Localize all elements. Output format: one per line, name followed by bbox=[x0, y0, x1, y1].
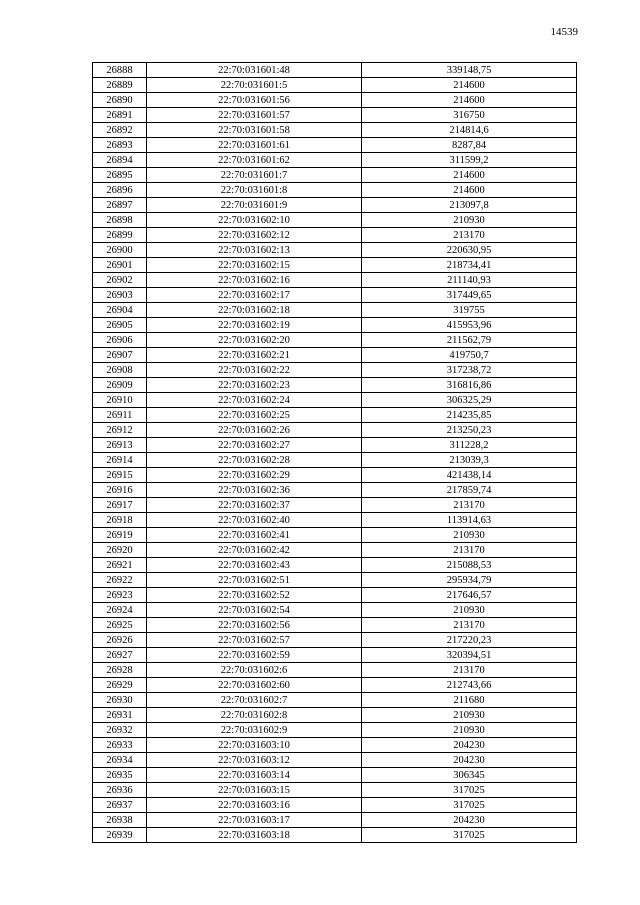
table-row bbox=[93, 528, 577, 543]
table-row bbox=[93, 348, 577, 363]
row-number-cell: 26891 bbox=[93, 108, 147, 123]
cadastral-number-cell: 22:70:031601:61 bbox=[147, 138, 362, 153]
row-number-cell: 26903 bbox=[93, 288, 147, 303]
cadastral-value-cell: 213250,23 bbox=[362, 423, 577, 438]
cadastral-value-cell: 311599,2 bbox=[362, 153, 577, 168]
row-number-cell: 26911 bbox=[93, 408, 147, 423]
table-row bbox=[93, 273, 577, 288]
cadastral-number-cell: 22:70:031602:17 bbox=[147, 288, 362, 303]
row-number-cell: 26901 bbox=[93, 258, 147, 273]
cadastral-number-cell: 22:70:031601:62 bbox=[147, 153, 362, 168]
row-number-cell: 26918 bbox=[93, 513, 147, 528]
row-number-cell: 26920 bbox=[93, 543, 147, 558]
cadastral-value-cell: 204230 bbox=[362, 738, 577, 753]
cadastral-value-cell: 214814,6 bbox=[362, 123, 577, 138]
row-number-cell: 26921 bbox=[93, 558, 147, 573]
cadastral-number-cell: 22:70:031602:6 bbox=[147, 663, 362, 678]
cadastral-number-cell: 22:70:031602:19 bbox=[147, 318, 362, 333]
cadastral-value-cell: 210930 bbox=[362, 723, 577, 738]
table-row bbox=[93, 483, 577, 498]
table-row bbox=[93, 633, 577, 648]
cadastral-value-cell: 210930 bbox=[362, 708, 577, 723]
table-row bbox=[93, 288, 577, 303]
cadastral-number-cell: 22:70:031602:20 bbox=[147, 333, 362, 348]
cadastral-value-cell: 204230 bbox=[362, 753, 577, 768]
table-row bbox=[93, 663, 577, 678]
cadastral-value-cell: 317449,65 bbox=[362, 288, 577, 303]
cadastral-value-cell: 317238,72 bbox=[362, 363, 577, 378]
table-row bbox=[93, 78, 577, 93]
cadastral-value-cell: 317025 bbox=[362, 798, 577, 813]
row-number-cell: 26910 bbox=[93, 393, 147, 408]
table-row bbox=[93, 738, 577, 753]
cadastral-value-cell: 212743,66 bbox=[362, 678, 577, 693]
cadastral-value-cell: 217220,23 bbox=[362, 633, 577, 648]
table-row bbox=[93, 768, 577, 783]
cadastral-value-cell: 214600 bbox=[362, 93, 577, 108]
table-row bbox=[93, 258, 577, 273]
table-row bbox=[93, 138, 577, 153]
cadastral-number-cell: 22:70:031603:12 bbox=[147, 753, 362, 768]
table-row bbox=[93, 693, 577, 708]
cadastral-number-cell: 22:70:031602:51 bbox=[147, 573, 362, 588]
table-row bbox=[93, 108, 577, 123]
cadastral-value-cell: 8287,84 bbox=[362, 138, 577, 153]
row-number-cell: 26937 bbox=[93, 798, 147, 813]
cadastral-value-cell: 421438,14 bbox=[362, 468, 577, 483]
cadastral-value-cell: 311228,2 bbox=[362, 438, 577, 453]
table-row bbox=[93, 603, 577, 618]
cadastral-value-cell: 213170 bbox=[362, 618, 577, 633]
row-number-cell: 26939 bbox=[93, 828, 147, 843]
table-row bbox=[93, 618, 577, 633]
cadastral-number-cell: 22:70:031602:25 bbox=[147, 408, 362, 423]
table-row bbox=[93, 678, 577, 693]
cadastral-number-cell: 22:70:031602:36 bbox=[147, 483, 362, 498]
row-number-cell: 26935 bbox=[93, 768, 147, 783]
row-number-cell: 26889 bbox=[93, 78, 147, 93]
row-number-cell: 26926 bbox=[93, 633, 147, 648]
row-number-cell: 26919 bbox=[93, 528, 147, 543]
cadastral-value-cell: 339148,75 bbox=[362, 63, 577, 78]
row-number-cell: 26913 bbox=[93, 438, 147, 453]
table-row bbox=[93, 753, 577, 768]
cadastral-number-cell: 22:70:031602:43 bbox=[147, 558, 362, 573]
table-row bbox=[93, 708, 577, 723]
cadastral-number-cell: 22:70:031602:29 bbox=[147, 468, 362, 483]
row-number-cell: 26909 bbox=[93, 378, 147, 393]
row-number-cell: 26927 bbox=[93, 648, 147, 663]
cadastral-number-cell: 22:70:031601:8 bbox=[147, 183, 362, 198]
cadastral-value-cell: 204230 bbox=[362, 813, 577, 828]
cadastral-value-cell: 320394,51 bbox=[362, 648, 577, 663]
cadastral-number-cell: 22:70:031601:57 bbox=[147, 108, 362, 123]
cadastral-value-cell: 213039,3 bbox=[362, 453, 577, 468]
cadastral-value-cell: 217859,74 bbox=[362, 483, 577, 498]
row-number-cell: 26915 bbox=[93, 468, 147, 483]
cadastral-number-cell: 22:70:031602:16 bbox=[147, 273, 362, 288]
table-row bbox=[93, 333, 577, 348]
cadastral-number-cell: 22:70:031602:7 bbox=[147, 693, 362, 708]
row-number-cell: 26934 bbox=[93, 753, 147, 768]
row-number-cell: 26917 bbox=[93, 498, 147, 513]
cadastral-number-cell: 22:70:031603:17 bbox=[147, 813, 362, 828]
row-number-cell: 26888 bbox=[93, 63, 147, 78]
table-row bbox=[93, 408, 577, 423]
cadastral-number-cell: 22:70:031602:26 bbox=[147, 423, 362, 438]
cadastral-value-cell: 306345 bbox=[362, 768, 577, 783]
cadastral-number-cell: 22:70:031601:56 bbox=[147, 93, 362, 108]
cadastral-value-cell: 214600 bbox=[362, 183, 577, 198]
table-row bbox=[93, 498, 577, 513]
table-row bbox=[93, 513, 577, 528]
row-number-cell: 26904 bbox=[93, 303, 147, 318]
cadastral-number-cell: 22:70:031602:12 bbox=[147, 228, 362, 243]
cadastral-value-cell: 211562,79 bbox=[362, 333, 577, 348]
cadastral-number-cell: 22:70:031602:8 bbox=[147, 708, 362, 723]
cadastral-number-cell: 22:70:031602:42 bbox=[147, 543, 362, 558]
cadastral-value-cell: 217646,57 bbox=[362, 588, 577, 603]
row-number-cell: 26905 bbox=[93, 318, 147, 333]
cadastral-number-cell: 22:70:031602:40 bbox=[147, 513, 362, 528]
row-number-cell: 26900 bbox=[93, 243, 147, 258]
cadastral-number-cell: 22:70:031602:13 bbox=[147, 243, 362, 258]
table-row bbox=[93, 123, 577, 138]
table-row bbox=[93, 453, 577, 468]
table-row bbox=[93, 168, 577, 183]
row-number-cell: 26896 bbox=[93, 183, 147, 198]
cadastral-value-cell: 218734,41 bbox=[362, 258, 577, 273]
table-row bbox=[93, 243, 577, 258]
cadastral-number-cell: 22:70:031602:23 bbox=[147, 378, 362, 393]
table-row bbox=[93, 558, 577, 573]
cadastral-value-cell: 113914,63 bbox=[362, 513, 577, 528]
table-row bbox=[93, 303, 577, 318]
row-number-cell: 26938 bbox=[93, 813, 147, 828]
row-number-cell: 26924 bbox=[93, 603, 147, 618]
table-row bbox=[93, 93, 577, 108]
cadastral-number-cell: 22:70:031602:27 bbox=[147, 438, 362, 453]
cadastral-value-cell: 213170 bbox=[362, 543, 577, 558]
row-number-cell: 26928 bbox=[93, 663, 147, 678]
cadastral-value-table bbox=[92, 62, 577, 843]
cadastral-number-cell: 22:70:031601:5 bbox=[147, 78, 362, 93]
row-number-cell: 26923 bbox=[93, 588, 147, 603]
cadastral-value-cell: 215088,53 bbox=[362, 558, 577, 573]
cadastral-number-cell: 22:70:031603:15 bbox=[147, 783, 362, 798]
table-row bbox=[93, 813, 577, 828]
cadastral-value-cell: 316750 bbox=[362, 108, 577, 123]
row-number-cell: 26933 bbox=[93, 738, 147, 753]
row-number-cell: 26922 bbox=[93, 573, 147, 588]
cadastral-value-cell: 415953,96 bbox=[362, 318, 577, 333]
table-row bbox=[93, 63, 577, 78]
table-row bbox=[93, 378, 577, 393]
cadastral-number-cell: 22:70:031602:24 bbox=[147, 393, 362, 408]
cadastral-number-cell: 22:70:031603:16 bbox=[147, 798, 362, 813]
cadastral-number-cell: 22:70:031602:54 bbox=[147, 603, 362, 618]
row-number-cell: 26932 bbox=[93, 723, 147, 738]
cadastral-value-cell: 213170 bbox=[362, 498, 577, 513]
cadastral-number-cell: 22:70:031602:41 bbox=[147, 528, 362, 543]
cadastral-value-cell: 220630,95 bbox=[362, 243, 577, 258]
table-row bbox=[93, 363, 577, 378]
table-row bbox=[93, 438, 577, 453]
table-row bbox=[93, 228, 577, 243]
table-row bbox=[93, 723, 577, 738]
row-number-cell: 26899 bbox=[93, 228, 147, 243]
cadastral-value-cell: 306325,29 bbox=[362, 393, 577, 408]
cadastral-value-cell: 214600 bbox=[362, 78, 577, 93]
cadastral-number-cell: 22:70:031602:28 bbox=[147, 453, 362, 468]
cadastral-number-cell: 22:70:031601:48 bbox=[147, 63, 362, 78]
row-number-cell: 26897 bbox=[93, 198, 147, 213]
cadastral-number-cell: 22:70:031602:9 bbox=[147, 723, 362, 738]
page-number: 14539 bbox=[550, 26, 578, 38]
cadastral-number-cell: 22:70:031602:59 bbox=[147, 648, 362, 663]
row-number-cell: 26914 bbox=[93, 453, 147, 468]
table-row bbox=[93, 213, 577, 228]
cadastral-number-cell: 22:70:031603:18 bbox=[147, 828, 362, 843]
cadastral-value-cell: 210930 bbox=[362, 603, 577, 618]
row-number-cell: 26907 bbox=[93, 348, 147, 363]
cadastral-number-cell: 22:70:031602:52 bbox=[147, 588, 362, 603]
cadastral-value-cell: 317025 bbox=[362, 828, 577, 843]
cadastral-number-cell: 22:70:031602:60 bbox=[147, 678, 362, 693]
cadastral-number-cell: 22:70:031602:22 bbox=[147, 363, 362, 378]
cadastral-value-cell: 213170 bbox=[362, 663, 577, 678]
cadastral-number-cell: 22:70:031603:14 bbox=[147, 768, 362, 783]
cadastral-value-cell: 214235,85 bbox=[362, 408, 577, 423]
cadastral-value-cell: 319755 bbox=[362, 303, 577, 318]
table-row bbox=[93, 543, 577, 558]
table-row bbox=[93, 573, 577, 588]
cadastral-number-cell: 22:70:031602:37 bbox=[147, 498, 362, 513]
cadastral-number-cell: 22:70:031601:58 bbox=[147, 123, 362, 138]
row-number-cell: 26895 bbox=[93, 168, 147, 183]
row-number-cell: 26906 bbox=[93, 333, 147, 348]
table-row bbox=[93, 588, 577, 603]
table-row bbox=[93, 183, 577, 198]
cadastral-number-cell: 22:70:031602:21 bbox=[147, 348, 362, 363]
cadastral-number-cell: 22:70:031602:18 bbox=[147, 303, 362, 318]
cadastral-number-cell: 22:70:031602:56 bbox=[147, 618, 362, 633]
table-row bbox=[93, 393, 577, 408]
row-number-cell: 26929 bbox=[93, 678, 147, 693]
table-row bbox=[93, 318, 577, 333]
cadastral-value-cell: 213170 bbox=[362, 228, 577, 243]
cadastral-value-cell: 213097,8 bbox=[362, 198, 577, 213]
row-number-cell: 26898 bbox=[93, 213, 147, 228]
row-number-cell: 26892 bbox=[93, 123, 147, 138]
row-number-cell: 26925 bbox=[93, 618, 147, 633]
cadastral-value-cell: 210930 bbox=[362, 213, 577, 228]
cadastral-number-cell: 22:70:031602:15 bbox=[147, 258, 362, 273]
table-row bbox=[93, 783, 577, 798]
row-number-cell: 26908 bbox=[93, 363, 147, 378]
table-row bbox=[93, 648, 577, 663]
cadastral-value-cell: 210930 bbox=[362, 528, 577, 543]
row-number-cell: 26916 bbox=[93, 483, 147, 498]
cadastral-number-cell: 22:70:031602:10 bbox=[147, 213, 362, 228]
row-number-cell: 26890 bbox=[93, 93, 147, 108]
table-row bbox=[93, 468, 577, 483]
cadastral-value-cell: 211680 bbox=[362, 693, 577, 708]
cadastral-number-cell: 22:70:031601:7 bbox=[147, 168, 362, 183]
table-row bbox=[93, 423, 577, 438]
table-row bbox=[93, 198, 577, 213]
cadastral-number-cell: 22:70:031601:9 bbox=[147, 198, 362, 213]
cadastral-value-cell: 317025 bbox=[362, 783, 577, 798]
cadastral-value-cell: 419750,7 bbox=[362, 348, 577, 363]
table-body bbox=[93, 63, 577, 843]
row-number-cell: 26936 bbox=[93, 783, 147, 798]
row-number-cell: 26894 bbox=[93, 153, 147, 168]
cadastral-value-cell: 214600 bbox=[362, 168, 577, 183]
row-number-cell: 26930 bbox=[93, 693, 147, 708]
cadastral-number-cell: 22:70:031603:10 bbox=[147, 738, 362, 753]
table-row bbox=[93, 828, 577, 843]
row-number-cell: 26912 bbox=[93, 423, 147, 438]
row-number-cell: 26931 bbox=[93, 708, 147, 723]
table-row bbox=[93, 798, 577, 813]
row-number-cell: 26893 bbox=[93, 138, 147, 153]
cadastral-value-cell: 295934,79 bbox=[362, 573, 577, 588]
row-number-cell: 26902 bbox=[93, 273, 147, 288]
cadastral-value-cell: 316816,86 bbox=[362, 378, 577, 393]
cadastral-value-cell: 211140,93 bbox=[362, 273, 577, 288]
cadastral-number-cell: 22:70:031602:57 bbox=[147, 633, 362, 648]
table-row bbox=[93, 153, 577, 168]
